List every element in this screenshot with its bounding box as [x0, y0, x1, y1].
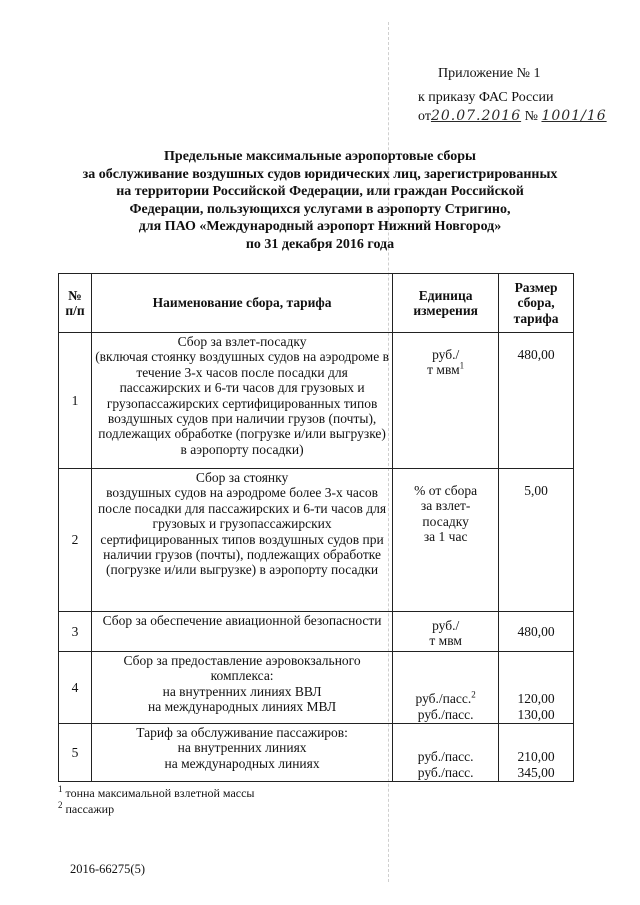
row-value: 5,00 [499, 469, 574, 612]
table-header-row [59, 274, 574, 333]
row-unit [393, 652, 499, 724]
unit-line: руб./ [432, 618, 460, 633]
footnote [58, 799, 254, 818]
from-label: от [418, 109, 431, 124]
unit-line: посадку [422, 513, 469, 529]
table-row [59, 612, 574, 652]
unit-line: за 1 час [423, 529, 468, 545]
fee-title: Сбор за предоставление аэровокзального комплекса: [123, 653, 361, 684]
unit-line: т мвм [429, 633, 462, 649]
footnote-mark: 1 [58, 784, 63, 794]
row-value [499, 652, 574, 724]
fee-description: воздушных судов на аэродроме более 3-х часов после посадки для пассажирских и 6-ти часов для грузовых и грузопассажирских сертифицированных типов воздушных судов при наличии грузов (почты), подлежащих обработке (погрузке и/или выгрузке) в аэропорту посадки [98, 485, 387, 578]
order-line: к приказу ФАС России [418, 90, 554, 105]
table-row [59, 469, 574, 612]
footnote-mark: 2 [58, 799, 63, 810]
number-label: № [524, 109, 538, 124]
footnote-text: пассажир [65, 801, 115, 816]
row-value [499, 724, 574, 782]
fee-title: Сбор за стоянку [195, 470, 289, 485]
fee-description: (включая стоянку воздушных судов на аэродроме в течение 3-х часов после посадки для пассажирских и 6-ти часов для грузовых и грузопассажирских сертифицированных типов воздушных судов при наличии грузов (почты), подлежащих обработке (погрузке и/или выгрузке) в аэропорту посадки) [95, 349, 389, 457]
document-number: 2016-66275(5) [70, 862, 145, 876]
order-date-number [418, 107, 607, 126]
unit-line: руб./пасс. [417, 764, 474, 780]
order-reference [418, 89, 607, 126]
value-line: 120,00 [517, 691, 555, 707]
header-unit: Единица измерения [393, 274, 499, 333]
unit-line: % от сбора [414, 483, 478, 498]
fee-subline: на международных линиях МВЛ [148, 699, 337, 715]
table-row [59, 333, 574, 469]
fee-title: Сбор за взлет-посадку [177, 334, 307, 349]
fee-subline: на международных линиях [164, 755, 320, 771]
unit-line [396, 691, 495, 706]
footnotes [58, 786, 254, 817]
fee-subline: на внутренних линиях [177, 740, 307, 756]
footnote-ref: 2 [471, 689, 476, 700]
row-num: 5 [59, 724, 92, 782]
unit-line: руб./пасс. [417, 706, 474, 722]
unit-text: руб./пасс. [415, 691, 472, 707]
order-number-handwritten: 1001/16 [541, 108, 607, 124]
value-line: 345,00 [517, 764, 555, 780]
row-value: 480,00 [499, 612, 574, 652]
title-line: для ПАО «Международный аэропорт Нижний Новгород» [138, 219, 502, 234]
row-name [91, 469, 392, 612]
unit-line: руб./ [432, 347, 460, 362]
row-name [91, 652, 392, 724]
row-unit [393, 469, 499, 612]
row-unit [393, 612, 499, 652]
header-size: Размер сбора, тарифа [499, 274, 574, 333]
title-line: Предельные максимальные аэропортовые сборы [164, 149, 476, 164]
appendix-label: Приложение № 1 [438, 66, 541, 81]
title-line: Федерации, пользующихся услугами в аэропорту Стригино, [129, 201, 511, 217]
unit-line: руб./пасс. [417, 749, 474, 765]
order-date-handwritten: 20.07.2016 [430, 108, 522, 124]
row-name: Сбор за обеспечение авиационной безопасности [91, 612, 392, 652]
row-num: 3 [59, 612, 92, 652]
row-unit [393, 724, 499, 782]
fees-table [58, 273, 574, 782]
footnote-ref: 1 [459, 360, 465, 371]
row-unit [393, 333, 499, 469]
row-name [91, 333, 392, 469]
row-num: 4 [59, 652, 92, 724]
footnote [58, 786, 254, 802]
title-line: за обслуживание воздушных судов юридических лиц, зарегистрированных [82, 166, 558, 182]
header-name: Наименование сбора, тарифа [91, 274, 392, 333]
title-line: на территории Российской Федерации, или граждан Российской [116, 184, 524, 199]
value-line: 210,00 [517, 749, 555, 765]
header-num: № п/п [59, 274, 92, 333]
row-value: 480,00 [499, 333, 574, 469]
fee-subline: на внутренних линиях ВВЛ [162, 683, 322, 699]
unit-line: за взлет- [420, 498, 471, 514]
row-num: 2 [59, 469, 92, 612]
footnote-text: тонна максимальной взлетной массы [65, 786, 255, 800]
unit-line [396, 362, 495, 377]
value-line: 130,00 [517, 706, 555, 722]
row-num: 1 [59, 333, 92, 469]
row-name [91, 724, 392, 782]
unit-text: т мвм [427, 362, 460, 378]
document-title [50, 148, 590, 253]
fee-title: Тариф за обслуживание пассажиров: [136, 725, 348, 740]
table-row [59, 652, 574, 724]
title-line: по 31 декабря 2016 года [245, 236, 395, 252]
table-row [59, 724, 574, 782]
